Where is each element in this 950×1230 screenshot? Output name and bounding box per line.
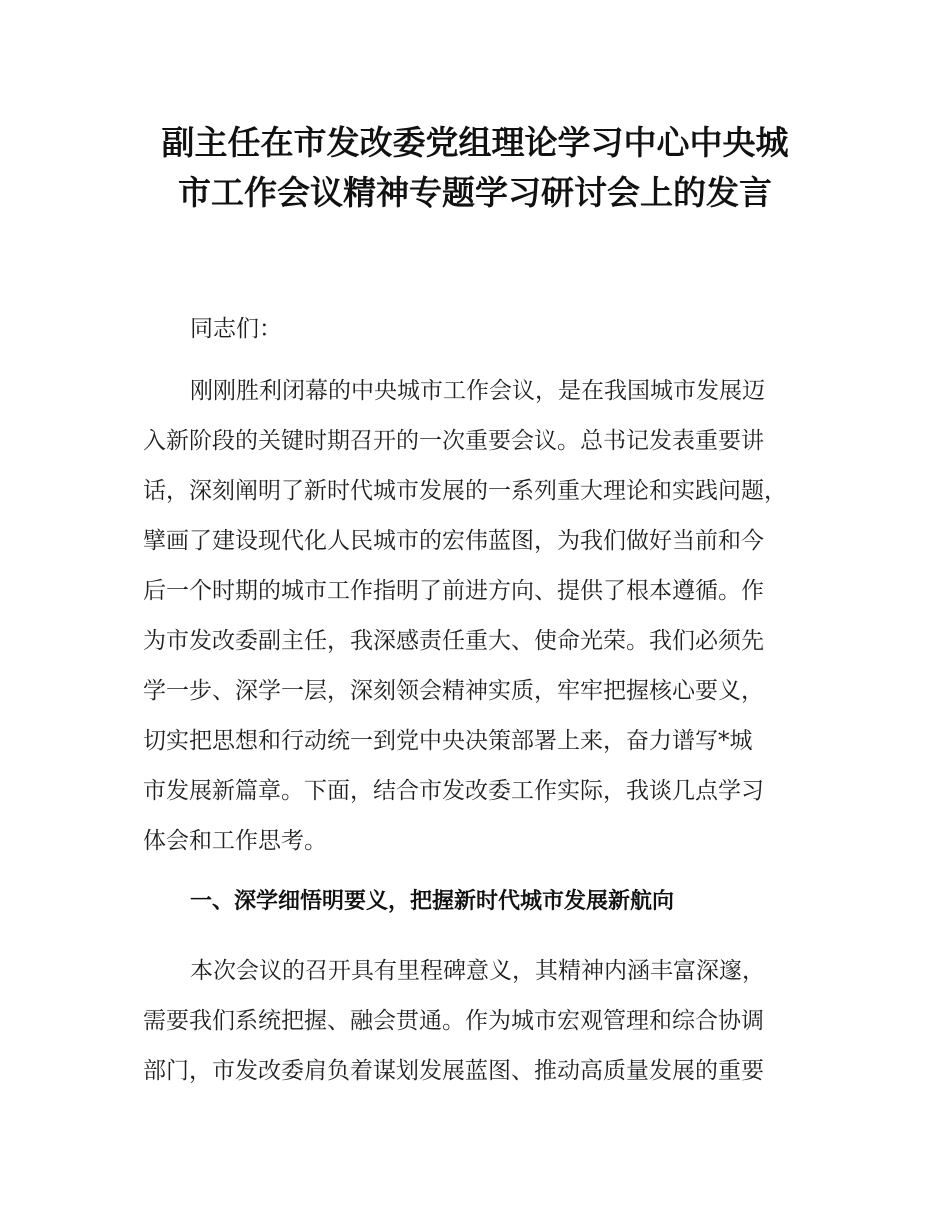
document-title [100,118,850,218]
paragraph-1-line-2: 入新阶段的关键时期召开的一次重要会议。总书记发表重要讲 [143,428,764,454]
paragraph-1-line-3: 话，深刻阐明了新时代城市发展的一系列重大理论和实践问题， [143,478,787,504]
paragraph-1-line-8: 切实把思想和行动统一到党中央决策部署上来，奋力谱写*城 [143,728,753,754]
section-1-heading: 一、深学细悟明要义，把握新时代城市发展新航向 [190,889,675,914]
paragraph-2-line-1: 本次会议的召开具有里程碑意义，其精神内涵丰富深邃， [190,958,765,984]
greeting: 同志们： [190,316,282,342]
title-line-2: 市工作会议精神专题学习研讨会上的发言 [178,173,772,212]
paragraph-1-line-4: 擘画了建设现代化人民城市的宏伟蓝图，为我们做好当前和今 [143,528,764,554]
paragraph-1-line-10: 体会和工作思考。 [143,828,327,854]
title-line-1: 副主任在市发改委党组理论学习中心中央城 [161,123,789,162]
paragraph-1-line-6: 为市发改委副主任，我深感责任重大、使命光荣。我们必须先 [143,628,764,654]
paragraph-2-line-3: 部门，市发改委肩负着谋划发展蓝图、推动高质量发展的重要 [143,1058,764,1084]
paragraph-1-line-7: 学一步、深学一层，深刻领会精神实质，牢牢把握核心要义， [143,678,764,704]
paragraph-2-line-2: 需要我们系统把握、融会贯通。作为城市宏观管理和综合协调 [143,1008,764,1034]
paragraph-1-line-5: 后一个时期的城市工作指明了前进方向、提供了根本遵循。作 [143,578,764,604]
paragraph-1-line-9: 市发展新篇章。下面，结合市发改委工作实际，我谈几点学习 [143,778,764,804]
paragraph-1-line-1: 刚刚胜利闭幕的中央城市工作会议，是在我国城市发展迈 [190,378,765,404]
